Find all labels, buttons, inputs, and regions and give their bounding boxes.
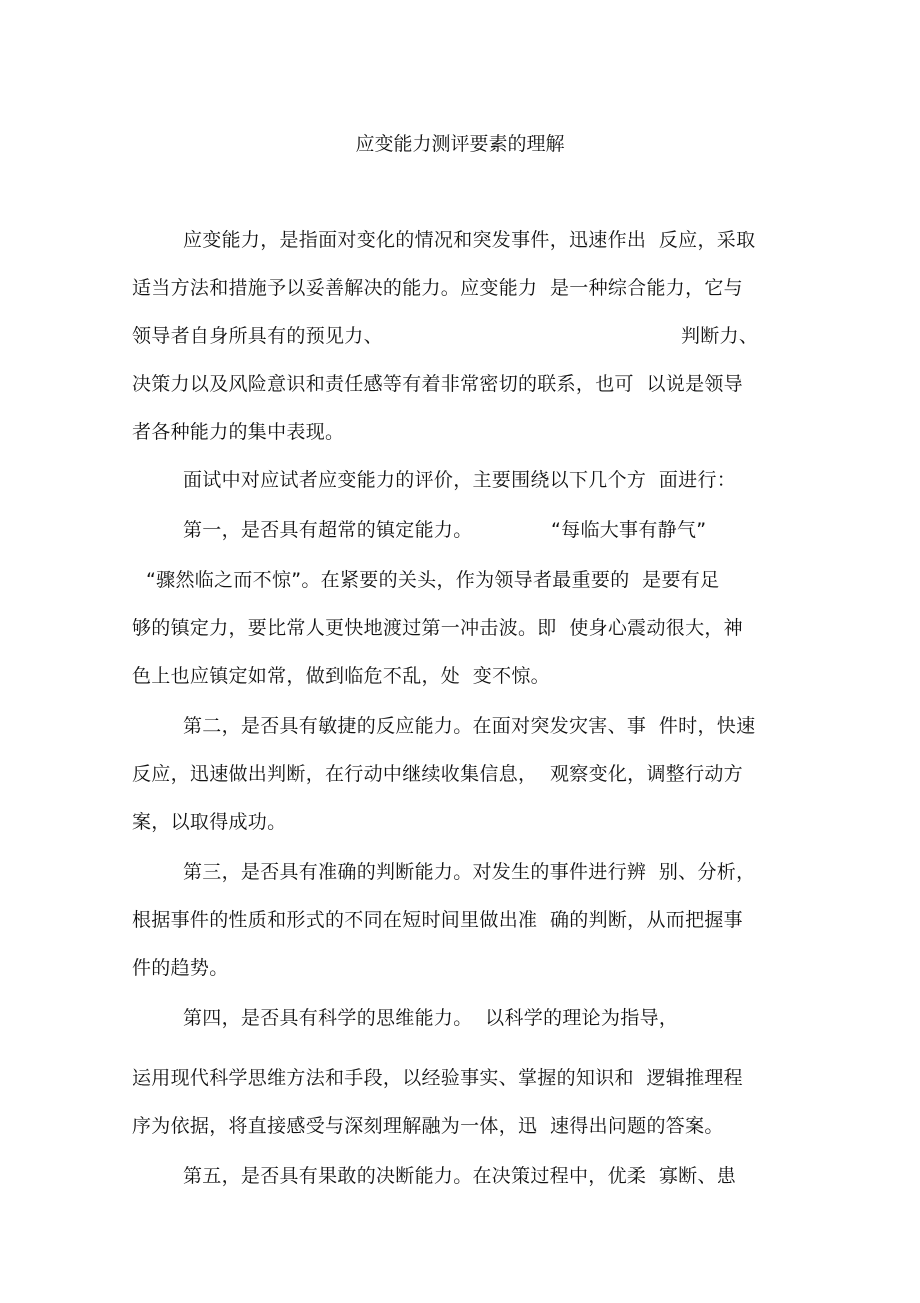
text-line: 第一，是否具有超常的镇定能力。 <box>183 519 473 541</box>
text-line: 案，以取得成功。 <box>132 811 287 833</box>
text-line: “骤然临之而不惊”。在紧要的关头，作为领导者最重要的 是要有足 <box>146 569 720 591</box>
text-line: 应变能力，是指面对变化的情况和突发事件，迅速作出 反应，采取 <box>183 229 756 251</box>
text-line: “每临大事有静气” <box>551 519 707 541</box>
document-title: 应变能力测评要素的理解 <box>355 133 565 155</box>
text-line: 适当方法和措施予以妥善解决的能力。应变能力 是一种综合能力，它与 <box>132 277 743 299</box>
text-line: 面试中对应试者应变能力的评价，主要围绕以下几个方 面进行： <box>183 469 737 491</box>
text-line: 第二，是否具有敏捷的反应能力。在面对突发灾害、事 件时，快速 <box>183 715 756 737</box>
text-line: 决策力以及风险意识和责任感等有着非常密切的联系，也可 以说是领导 <box>132 373 743 395</box>
text-line: 序为依据，将直接感受与深刻理解融为一体，迅 速得出问题的答案。 <box>132 1115 724 1137</box>
text-line: 色上也应镇定如常，做到临危不乱，处 变不惊。 <box>132 665 550 687</box>
text-line: 运用现代科学思维方法和手段，以经验事实、掌握的知识和 逻辑推理程 <box>132 1067 743 1089</box>
text-line: 够的镇定力，要比常人更快地渡过第一冲击波。即 使身心震动很大，神 <box>132 617 743 639</box>
text-line: 件的趋势。 <box>132 957 229 979</box>
text-line: 第三，是否具有准确的判断能力。对发生的事件进行辨 别、分析， <box>183 861 756 883</box>
text-line: 判断力、 <box>681 325 759 347</box>
text-line: 反应，迅速做出判断，在行动中继续收集信息， 观察变化，调整行动方 <box>132 763 743 785</box>
text-line: 根据事件的性质和形式的不同在短时间里做出准 确的判断，从而把握事 <box>132 909 743 931</box>
text-line: 领导者自身所具有的预见力、 <box>132 325 383 347</box>
text-line: 第五，是否具有果敢的决断能力。在决策过程中，优柔 寡断、患 <box>183 1165 737 1187</box>
text-line: 第四，是否具有科学的思维能力。 以科学的理论为指导， <box>183 1007 679 1029</box>
text-line: 者各种能力的集中表现。 <box>132 421 345 443</box>
